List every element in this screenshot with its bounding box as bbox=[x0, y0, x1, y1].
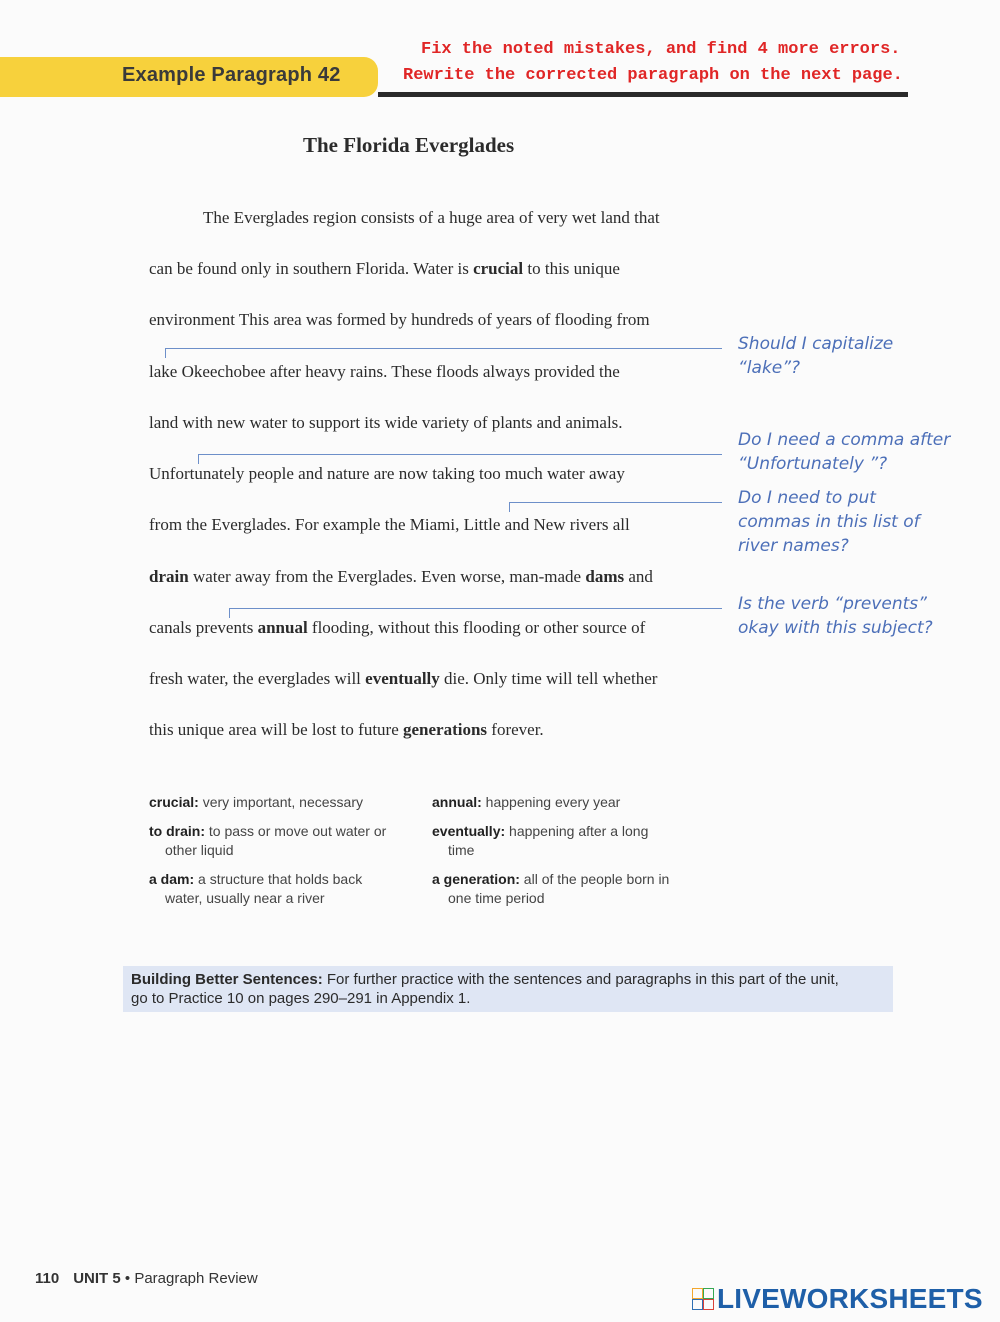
building-better-text: Building Better Sentences: For further practice with the sentences and paragraphs in this part of the unit, go to Practice 10 on pages 290–291 in Appendix 1. bbox=[131, 971, 839, 1007]
paragraph-line-10: fresh water, the everglades will eventually die. Only time will tell whether bbox=[149, 669, 658, 688]
note-verb-prevents: Is the verb “prevents” okay with this subject? bbox=[738, 594, 933, 638]
section-label: Paragraph Review bbox=[134, 1270, 258, 1287]
connector-tick-3 bbox=[509, 502, 510, 512]
glossary-dam: a dam: a structure that holds back water, usually near a river bbox=[149, 871, 363, 906]
vocab-dams: dams bbox=[585, 567, 625, 586]
paragraph-line-8: drain water away from the Everglades. Even worse, man-made dams and bbox=[149, 567, 653, 586]
paragraph-line-9: canals prevents annual flooding, without this flooding or other source of bbox=[149, 618, 646, 637]
instruction-line-2: Rewrite the corrected paragraph on the next page. bbox=[403, 66, 903, 85]
connector-line-1 bbox=[165, 348, 722, 349]
example-paragraph-title: Example Paragraph 42 bbox=[122, 64, 341, 86]
glossary-eventually: eventually: happening after a long time bbox=[432, 823, 649, 858]
page-title: The Florida Everglades bbox=[303, 133, 515, 157]
vocab-generations: generations bbox=[403, 720, 488, 739]
liveworksheets-logo-icon bbox=[692, 1288, 714, 1310]
paragraph-line-7: from the Everglades. For example the Miami, Little and New rivers all bbox=[149, 515, 630, 534]
paragraph-line-5: land with new water to support its wide variety of plants and animals. bbox=[149, 413, 623, 432]
paragraph-line-11: this unique area will be lost to future generations forever. bbox=[149, 720, 544, 739]
connector-tick-1 bbox=[165, 348, 166, 358]
vocab-drain: drain bbox=[149, 567, 189, 586]
liveworksheets-logo-text: LIVEWORKSHEETS bbox=[717, 1283, 983, 1314]
vocab-annual: annual bbox=[257, 618, 308, 637]
page-footer: 110 UNIT 5 • Paragraph Review bbox=[35, 1270, 258, 1287]
connector-tick-4 bbox=[229, 608, 230, 618]
glossary-crucial: crucial: very important, necessary bbox=[149, 794, 363, 810]
liveworksheets-logo[interactable] bbox=[692, 1283, 983, 1315]
paragraph-line-1: The Everglades region consists of a huge area of very wet land that bbox=[203, 208, 660, 227]
note-comma-unfortunately: Do I need a comma after “Unfortunately ”? bbox=[738, 430, 951, 474]
unit-label: UNIT 5 bbox=[73, 1270, 121, 1287]
page-number: 110 bbox=[35, 1270, 60, 1287]
connector-line-2 bbox=[198, 454, 722, 455]
glossary-annual: annual: happening every year bbox=[432, 794, 621, 810]
connector-line-3 bbox=[509, 502, 722, 503]
note-commas-river-list: Do I need to put commas in this list of river names? bbox=[738, 488, 920, 556]
vocab-crucial: crucial bbox=[473, 259, 524, 278]
connector-tick-2 bbox=[198, 454, 199, 464]
glossary-generation: a generation: all of the people born in one time period bbox=[432, 871, 670, 906]
paragraph-line-2: can be found only in southern Florida. Water is crucial to this unique bbox=[149, 259, 620, 278]
header-rule bbox=[378, 92, 908, 97]
paragraph-line-3: environment This area was formed by hundreds of years of flooding from bbox=[149, 310, 650, 329]
glossary-drain: to drain: to pass or move out water or other liquid bbox=[149, 823, 387, 858]
connector-line-4 bbox=[229, 608, 722, 609]
note-capitalize-lake: Should I capitalize “lake”? bbox=[738, 334, 894, 378]
paragraph-line-6: Unfortunately people and nature are now taking too much water away bbox=[149, 464, 625, 483]
paragraph-line-4: lake Okeechobee after heavy rains. These floods always provided the bbox=[149, 362, 620, 381]
vocab-eventually: eventually bbox=[365, 669, 440, 688]
instruction-line-1: Fix the noted mistakes, and find 4 more errors. bbox=[421, 40, 901, 59]
